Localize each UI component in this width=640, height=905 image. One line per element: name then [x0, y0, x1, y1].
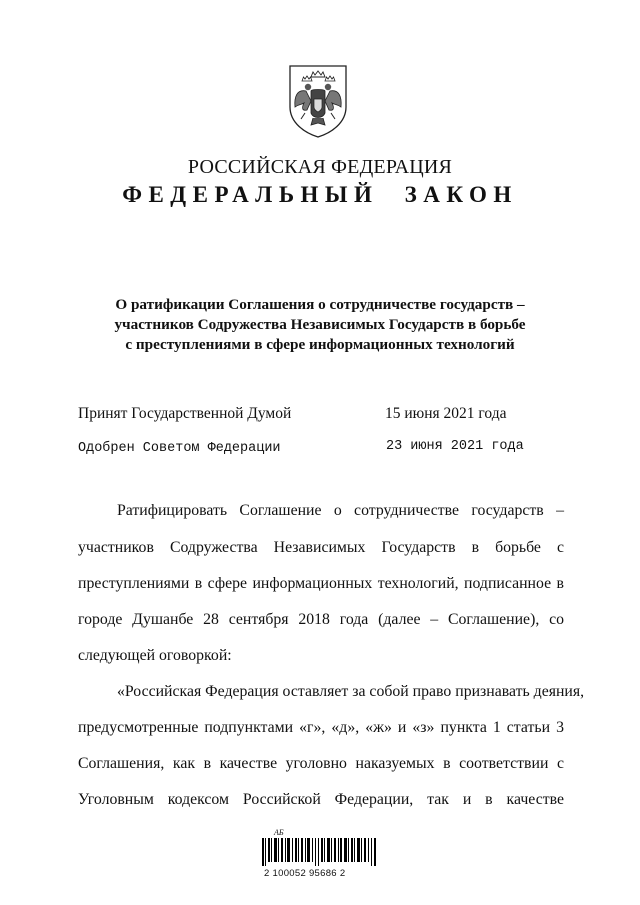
duma-adoption-date: 15 июня 2021 года [385, 405, 507, 422]
body-line: участников Содружества Независимых Государств в борьбе с [78, 539, 564, 556]
document-type: ФЕДЕРАЛЬНЫЙ ЗАКОН [122, 182, 518, 207]
barcode-number: 2 100052 95686 2 [264, 868, 346, 879]
body-line: Соглашения, как в качестве уголовно наказуемых в соответствии с [78, 755, 564, 772]
body-line: преступлениями в сфере информационных технологий, подписанное в [78, 575, 564, 592]
duma-adoption-label: Принят Государственной Думой [78, 405, 292, 422]
country-name: РОССИЙСКАЯ ФЕДЕРАЦИЯ [187, 156, 453, 178]
law-title-line: О ратификации Соглашения о сотрудничестве государств – [115, 296, 525, 313]
body-line: «Российская Федерация оставляет за собой право признавать деяния, [117, 683, 585, 700]
council-approval-date: 23 июня 2021 года [386, 439, 524, 454]
law-title-line: участников Содружества Независимых Государств в борьбе [114, 316, 526, 333]
body-line: следующей оговоркой: [78, 647, 232, 664]
law-title [90, 295, 550, 355]
body-line: предусмотренные подпунктами «г», «д», «ж» и «з» пункта 1 статьи 3 [78, 719, 564, 736]
body-line: Ратифицировать Соглашение о сотрудничестве государств – [117, 502, 564, 519]
body-line: Уголовным кодексом Российской Федерации, так и в качестве [78, 791, 564, 808]
barcode-icon [262, 832, 380, 866]
body-line: городе Душанбе 28 сентября 2018 года (далее – Соглашение), со [78, 611, 564, 628]
coat-of-arms-icon [287, 63, 349, 139]
barcode-mark: АБ [274, 828, 284, 837]
council-approval-label: Одобрен Советом Федерации [78, 441, 281, 456]
law-title-line: с преступлениями в сфере информационных технологий [125, 336, 515, 353]
